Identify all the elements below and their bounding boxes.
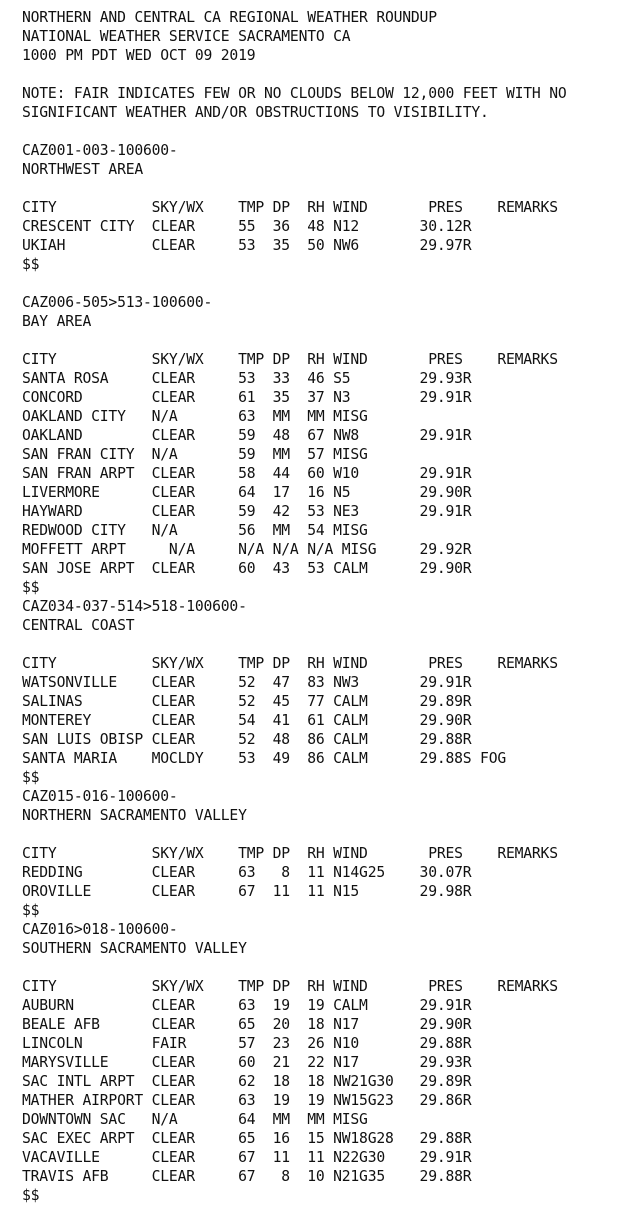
document-line: DOWNTOWN SAC N/A 64 MM MM MISG	[22, 1111, 368, 1128]
document-line: NOTE: FAIR INDICATES FEW OR NO CLOUDS BELOW 12,000 FEET WITH NO	[22, 85, 567, 102]
document-line: NORTHWEST AREA	[22, 161, 143, 178]
document-line: MARYSVILLE CLEAR 60 21 22 N17 29.93R	[22, 1054, 472, 1071]
document-line: NORTHERN SACRAMENTO VALLEY	[22, 807, 247, 824]
document-line: SAC EXEC ARPT CLEAR 65 16 15 NW18G28 29.88R	[22, 1130, 472, 1147]
document-line: REDWOOD CITY N/A 56 MM 54 MISG	[22, 522, 368, 539]
document-line: LIVERMORE CLEAR 64 17 16 N5 29.90R	[22, 484, 472, 501]
document-line: VACAVILLE CLEAR 67 11 11 N22G30 29.91R	[22, 1149, 472, 1166]
document-line: CITY SKY/WX TMP DP RH WIND PRES REMARKS	[22, 199, 558, 216]
document-line: $$	[22, 579, 40, 596]
document-line	[22, 122, 622, 141]
document-line: SAN JOSE ARPT CLEAR 60 43 53 CALM 29.90R	[22, 560, 472, 577]
document-line	[22, 331, 622, 350]
document-line: SOUTHERN SACRAMENTO VALLEY	[22, 940, 247, 957]
document-line: SAC INTL ARPT CLEAR 62 18 18 NW21G30 29.89R	[22, 1073, 472, 1090]
document-line: $$	[22, 902, 40, 919]
document-line: OAKLAND CITY N/A 63 MM MM MISG	[22, 408, 368, 425]
document-line: CONCORD CLEAR 61 35 37 N3 29.91R	[22, 389, 472, 406]
document-line: MATHER AIRPORT CLEAR 63 19 19 NW15G23 29.86R	[22, 1092, 472, 1109]
weather-roundup-document	[22, 8, 622, 1205]
document-line	[22, 65, 622, 84]
document-line: UKIAH CLEAR 53 35 50 NW6 29.97R	[22, 237, 472, 254]
document-line: CAZ001-003-100600-	[22, 142, 178, 159]
document-line: 1000 PM PDT WED OCT 09 2019	[22, 47, 256, 64]
document-line: $$	[22, 769, 40, 786]
document-line: SALINAS CLEAR 52 45 77 CALM 29.89R	[22, 693, 472, 710]
document-line: NORTHERN AND CENTRAL CA REGIONAL WEATHER ROUNDUP	[22, 9, 437, 26]
document-line: CAZ006-505>513-100600-	[22, 294, 213, 311]
document-line: CAZ034-037-514>518-100600-	[22, 598, 247, 615]
document-line: OROVILLE CLEAR 67 11 11 N15 29.98R	[22, 883, 472, 900]
document-line: SAN FRAN ARPT CLEAR 58 44 60 W10 29.91R	[22, 465, 472, 482]
document-line: $$	[22, 1187, 40, 1204]
document-line: REDDING CLEAR 63 8 11 N14G25 30.07R	[22, 864, 472, 881]
document-line: MOFFETT ARPT N/A N/A N/A N/A MISG 29.92R	[22, 541, 472, 558]
document-line: SANTA MARIA MOCLDY 53 49 86 CALM 29.88S FOG	[22, 750, 506, 767]
document-line: SAN FRAN CITY N/A 59 MM 57 MISG	[22, 446, 368, 463]
document-line: CAZ015-016-100600-	[22, 788, 178, 805]
document-line: TRAVIS AFB CLEAR 67 8 10 N21G35 29.88R	[22, 1168, 472, 1185]
document-line: CITY SKY/WX TMP DP RH WIND PRES REMARKS	[22, 655, 558, 672]
document-line: CAZ016>018-100600-	[22, 921, 178, 938]
document-line	[22, 825, 622, 844]
document-line: BAY AREA	[22, 313, 92, 330]
document-line: SANTA ROSA CLEAR 53 33 46 S5 29.93R	[22, 370, 472, 387]
document-line: HAYWARD CLEAR 59 42 53 NE3 29.91R	[22, 503, 472, 520]
document-line: CITY SKY/WX TMP DP RH WIND PRES REMARKS	[22, 978, 558, 995]
document-line: LINCOLN FAIR 57 23 26 N10 29.88R	[22, 1035, 472, 1052]
document-line: AUBURN CLEAR 63 19 19 CALM 29.91R	[22, 997, 472, 1014]
document-line: CITY SKY/WX TMP DP RH WIND PRES REMARKS	[22, 351, 558, 368]
document-line: NATIONAL WEATHER SERVICE SACRAMENTO CA	[22, 28, 351, 45]
document-line: $$	[22, 256, 40, 273]
document-line: OAKLAND CLEAR 59 48 67 NW8 29.91R	[22, 427, 472, 444]
document-line	[22, 958, 622, 977]
document-line: CITY SKY/WX TMP DP RH WIND PRES REMARKS	[22, 845, 558, 862]
document-line: SAN LUIS OBISP CLEAR 52 48 86 CALM 29.88R	[22, 731, 472, 748]
document-line: CENTRAL COAST	[22, 617, 135, 634]
document-line	[22, 274, 622, 293]
document-line: SIGNIFICANT WEATHER AND/OR OBSTRUCTIONS TO VISIBILITY.	[22, 104, 489, 121]
document-line: MONTEREY CLEAR 54 41 61 CALM 29.90R	[22, 712, 472, 729]
document-line: BEALE AFB CLEAR 65 20 18 N17 29.90R	[22, 1016, 472, 1033]
document-line: CRESCENT CITY CLEAR 55 36 48 N12 30.12R	[22, 218, 472, 235]
document-line: WATSONVILLE CLEAR 52 47 83 NW3 29.91R	[22, 674, 472, 691]
document-line	[22, 179, 622, 198]
document-line	[22, 635, 622, 654]
